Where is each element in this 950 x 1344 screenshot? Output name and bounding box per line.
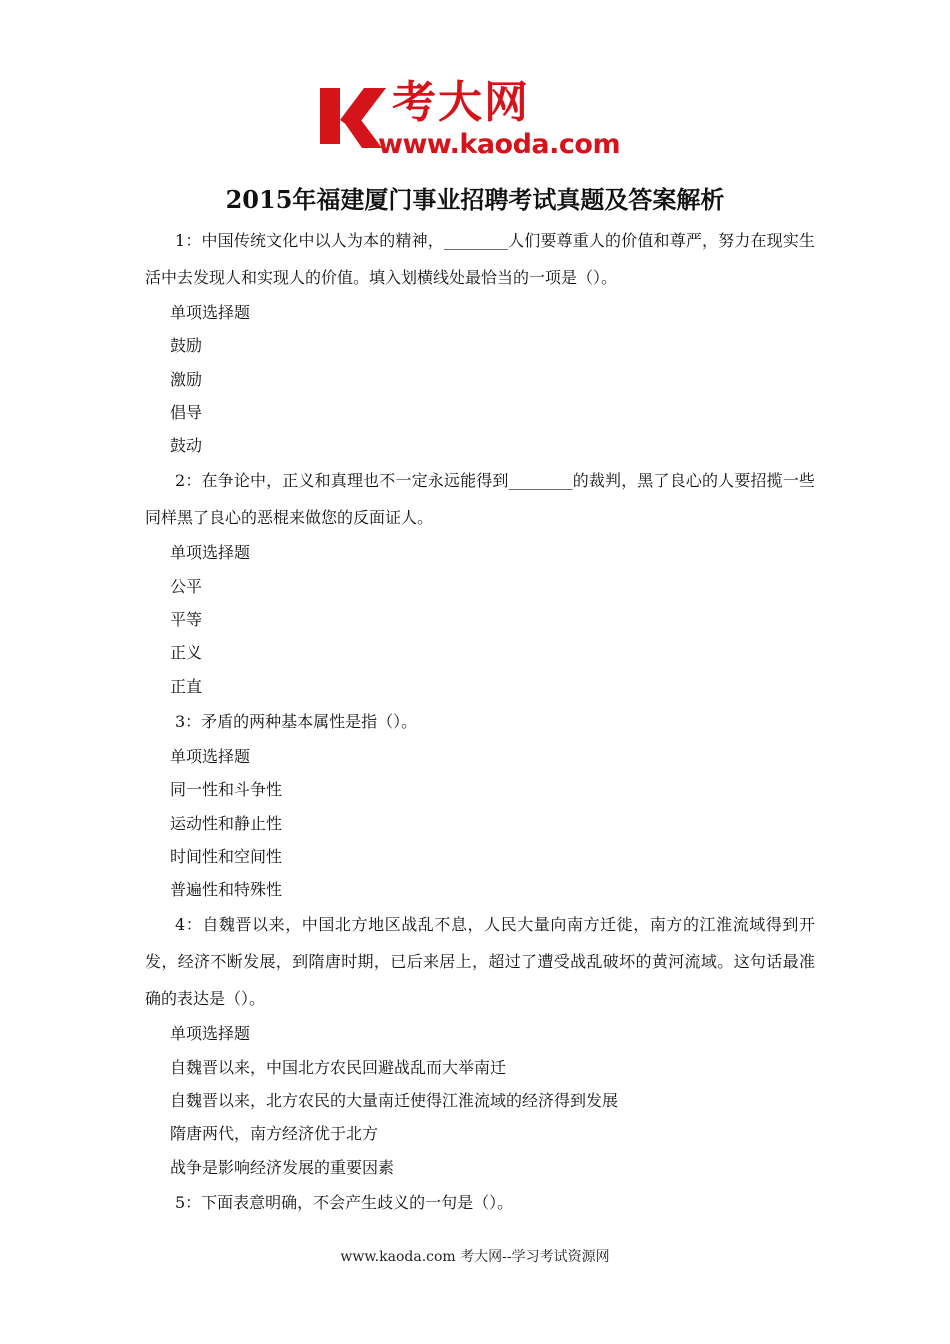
option: 平等 — [170, 610, 203, 630]
logo-url: www.kaoda.com — [378, 129, 621, 160]
question-stem: 3：矛盾的两种基本属性是指（）。 — [175, 711, 418, 731]
option: 正直 — [170, 676, 203, 696]
question-stem: 2：在争论中，正义和真理也不一定永远能得到________的裁判，黑了良心的人要招揽一些同样黑了良心的恶棍来做您的反面证人。 — [145, 471, 815, 528]
option: 正义 — [170, 643, 203, 663]
option: 自魏晋以来，中国北方农民回避战乱而大举南迁 — [170, 1057, 507, 1077]
question-list — [145, 222, 815, 1221]
option: 同一性和斗争性 — [170, 780, 283, 800]
question-type: 单项选择题 — [170, 1024, 251, 1044]
page-title: 2015年福建厦门事业招聘考试真题及答案解析 — [225, 185, 725, 214]
question-type: 单项选择题 — [170, 746, 251, 766]
option: 公平 — [170, 576, 203, 596]
question-type: 单项选择题 — [170, 303, 251, 322]
question-stem: 5：下面表意明确，不会产生歧义的一句是（）。 — [175, 1192, 514, 1212]
option: 自魏晋以来，北方农民的大量南迁使得江淮流域的经济得到发展 — [170, 1091, 619, 1111]
option: 隋唐两代，南方经济优于北方 — [170, 1124, 379, 1144]
option: 倡导 — [170, 402, 203, 422]
option: 普遍性和特殊性 — [170, 880, 283, 900]
page-footer: www.kaoda.com 考大网--学习考试资源网 — [340, 1249, 610, 1265]
question-stem: 1：中国传统文化中以人为本的精神，________人们要尊重人的价值和尊严，努力在现实生活中去发现人和实现人的价值。填入划横线处最恰当的一项是（）。 — [145, 231, 815, 287]
kaoda-logo — [318, 77, 638, 160]
option: 鼓励 — [170, 336, 203, 356]
question-stem: 4：自魏晋以来，中国北方地区战乱不息，人民大量向南方迁徙，南方的江淮流域得到开发，经济不断发展，到隋唐时期，已后来居上，超过了遭受战乱破坏的黄河流域。这句话最准确的表达是（）。 — [145, 915, 815, 1009]
option: 激励 — [170, 369, 203, 389]
option: 时间性和空间性 — [170, 846, 283, 866]
option: 运动性和静止性 — [170, 813, 283, 833]
option: 战争是影响经济发展的重要因素 — [170, 1157, 395, 1177]
logo-name: 考大网 — [392, 77, 530, 128]
option: 鼓动 — [170, 436, 203, 456]
question-type: 单项选择题 — [170, 543, 251, 563]
